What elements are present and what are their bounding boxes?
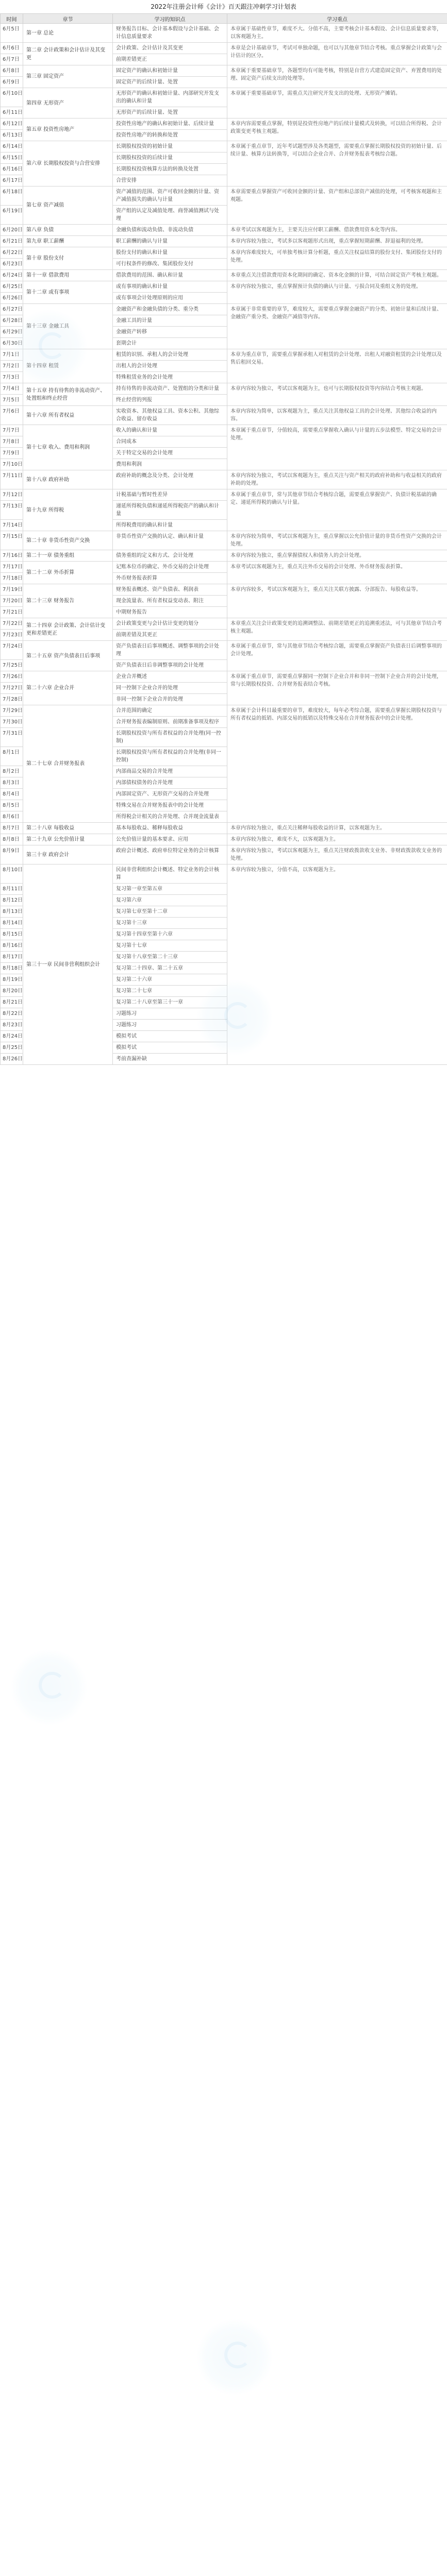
- row-date: 8月18日: [1, 963, 23, 974]
- row-knowledge-points: 计税基础与暂时性差异: [113, 489, 227, 501]
- row-date: 7月6日: [1, 406, 23, 425]
- row-chapter: 第二十二章 外币折算: [23, 562, 113, 584]
- row-knowledge-points: 长期股权投资核算方法的转换及处置: [113, 164, 227, 175]
- row-date: 7月14日: [1, 520, 23, 531]
- row-date: 8月25日: [1, 1042, 23, 1054]
- row-chapter: 第六章 长期股权投资与合营安排: [23, 141, 113, 187]
- row-study-focus: 本章是会计基础章节，考试可单独命题，也可以与其他章节结合考核。重点掌握会计政策与会计估计的区分。: [227, 43, 447, 65]
- row-date: 8月9日: [1, 845, 23, 865]
- row-study-focus: 本章属于非常重要的章节，难度较大，需要重点掌握金融资产的分类、初始计量和后续计量、金融资产重分类、金融资产减值等内容。: [227, 304, 447, 349]
- row-date: 8月20日: [1, 986, 23, 997]
- row-date: 6月19日: [1, 206, 23, 225]
- row-knowledge-points: 金融资产和金融负债的分类、重分类: [113, 304, 227, 315]
- row-knowledge-points: 复习第十八章至第二十三章: [113, 952, 227, 963]
- row-chapter: 第十三章 金融工具: [23, 304, 113, 349]
- row-date: 8月17日: [1, 952, 23, 963]
- table-row: [1, 383, 447, 395]
- row-knowledge-points: 政府补助的概念及分类、会计处理: [113, 470, 227, 489]
- row-chapter: 第四章 无形资产: [23, 88, 113, 118]
- row-study-focus: 本章属于重要基础章节，各题型均有可能考核，特别是自营方式建造固定资产、弃置费用的处理、固定资产后续支出的处理等。: [227, 65, 447, 88]
- row-study-focus: 本章需要重点掌握资产可收回金额的计量、资产组和总部资产减值的处理，可考核客观题和主观题。: [227, 187, 447, 225]
- row-knowledge-points: 金融工具的计量: [113, 315, 227, 327]
- row-knowledge-points: 合同成本: [113, 436, 227, 448]
- row-date: 6月18日: [1, 187, 23, 206]
- row-date: 7月16日: [1, 550, 23, 562]
- row-date: 8月10日: [1, 865, 23, 884]
- row-date: 8月21日: [1, 997, 23, 1008]
- row-study-focus: 本章内容需要重点掌握，特别是投资性房地产的后续计量模式及转换，可以结合所得税、会计政策变更考核主观题。: [227, 118, 447, 141]
- row-chapter: 第五章 投资性房地产: [23, 118, 113, 141]
- row-knowledge-points: 现金流量表、所有者权益变动表、附注: [113, 596, 227, 607]
- row-date: 7月19日: [1, 584, 23, 596]
- table-row: [1, 225, 447, 236]
- row-chapter: 第二十九章 公允价值计量: [23, 834, 113, 845]
- table-row: [1, 247, 447, 259]
- row-study-focus: 本章内容较为简单，考试以客观题为主，重点掌握以公允价值计量的非货币性资产交换的会计处理。: [227, 531, 447, 550]
- row-study-focus: 本章属于重点章节，常与其他章节结合考核综合题，需要重点掌握资产、负债计税基础的确定、递延所得税的确认与计量。: [227, 489, 447, 531]
- row-chapter: 第三十一章 民间非营利组织会计: [23, 865, 113, 1065]
- row-knowledge-points: 复习第十四章至第十六章: [113, 929, 227, 940]
- row-study-focus: 本章内容较为独立，考试以客观题为主，重点关注财政拨款收支业务、非财政拨款收支业务的处理。: [227, 845, 447, 865]
- row-knowledge-points: 企业合并概述: [113, 671, 227, 683]
- row-date: 8月7日: [1, 823, 23, 834]
- row-date: 6月9日: [1, 77, 23, 88]
- row-date: 7月4日: [1, 383, 23, 395]
- row-knowledge-points: 合并财务报表编制原则、前期准备事项及程序: [113, 717, 227, 728]
- row-chapter: 第十六章 所有者权益: [23, 406, 113, 425]
- row-knowledge-points: 复习第十七章: [113, 940, 227, 952]
- row-chapter: 第十二章 或有事项: [23, 281, 113, 304]
- row-knowledge-points: 职工薪酬的确认与计量: [113, 236, 227, 247]
- row-study-focus: 本章内容较为独立，分值不高，以客观题为主。: [227, 865, 447, 1065]
- table-row: [1, 470, 447, 489]
- row-date: 6月7日: [1, 54, 23, 65]
- row-date: 8月14日: [1, 918, 23, 929]
- row-knowledge-points: 复习第一章至第五章: [113, 884, 227, 895]
- row-chapter: 第三章 固定资产: [23, 65, 113, 88]
- row-study-focus: 本章属于重点章节，需要重点掌握同一控制下企业合并和非同一控制下企业合并的会计处理，常与长期股权投资、合并财务报表结合考核。: [227, 671, 447, 705]
- row-knowledge-points: 长期股权投资与所有者权益的合并处理(非同一控制): [113, 747, 227, 766]
- row-date: 8月1日: [1, 747, 23, 766]
- row-date: 7月10日: [1, 459, 23, 470]
- row-date: 7月29日: [1, 705, 23, 717]
- row-knowledge-points: 投资性房地产的确认和初始计量、后续计量: [113, 118, 227, 130]
- row-knowledge-points: 无形资产的确认和初始计量、内部研究开发支出的确认和计量: [113, 88, 227, 107]
- row-date: 6月6日: [1, 43, 23, 54]
- row-knowledge-points: 复习第七章至第十二章: [113, 906, 227, 918]
- row-study-focus: 本章重点关注会计政策变更的追溯调整法、前期差错更正的追溯重述法，可与其他章节结合考核主观题。: [227, 618, 447, 641]
- row-chapter: 第十八章 政府补助: [23, 470, 113, 489]
- row-knowledge-points: 复习第二十八章至第三十一章: [113, 997, 227, 1008]
- row-chapter: 第十九章 所得税: [23, 489, 113, 531]
- table-row: [1, 823, 447, 834]
- row-knowledge-points: 公允价值计量的基本要求、应用: [113, 834, 227, 845]
- table-row: [1, 584, 447, 596]
- row-knowledge-points: 股份支付的确认和计量: [113, 247, 227, 259]
- row-date: 7月21日: [1, 607, 23, 618]
- row-date: 6月26日: [1, 293, 23, 304]
- row-knowledge-points: 无形资产的后续计量、处置: [113, 107, 227, 118]
- row-knowledge-points: 终止经营的列报: [113, 395, 227, 406]
- row-date: 8月26日: [1, 1054, 23, 1065]
- row-knowledge-points: 所得税费用的确认和计量: [113, 520, 227, 531]
- row-knowledge-points: 习题练习: [113, 1020, 227, 1031]
- row-chapter: 第一章 总论: [23, 24, 113, 43]
- row-knowledge-points: 持有待售的非流动资产、处置组的分类和计量: [113, 383, 227, 395]
- row-knowledge-points: 合营安排: [113, 175, 227, 187]
- row-date: 6月27日: [1, 304, 23, 315]
- row-study-focus: 本章考试以客观题为主，主要关注应付职工薪酬、借款费用资本化等内容。: [227, 225, 447, 236]
- row-knowledge-points: 模拟考试: [113, 1031, 227, 1042]
- row-date: 7月30日: [1, 717, 23, 728]
- row-knowledge-points: 内部固定资产、无形资产交易的合并处理: [113, 789, 227, 800]
- row-date: 8月13日: [1, 906, 23, 918]
- row-knowledge-points: 非货币性资产交换的认定、确认和计量: [113, 531, 227, 550]
- table-row: [1, 88, 447, 107]
- row-knowledge-points: 费用和利润: [113, 459, 227, 470]
- row-chapter: 第二十四章 会计政策、会计估计变更和差错更正: [23, 618, 113, 641]
- row-date: 8月12日: [1, 895, 23, 906]
- row-study-focus: 本章属于重点章节，常与其他章节结合考核综合题，需要重点掌握资产负债表日后调整事项的会计处理。: [227, 641, 447, 671]
- table-row: [1, 304, 447, 315]
- table-row: [1, 187, 447, 206]
- table-row: [1, 618, 447, 630]
- row-date: 6月13日: [1, 130, 23, 141]
- study-plan-table: [0, 13, 447, 1065]
- row-knowledge-points: 复习第二十七章: [113, 986, 227, 997]
- row-chapter: 第二十一章 债务重组: [23, 550, 113, 562]
- row-knowledge-points: 政府会计概述、政府单位特定业务的会计核算: [113, 845, 227, 865]
- table-row: [1, 43, 447, 54]
- row-study-focus: 本章内容较为独立，重点掌握预计负债的确认与计量、亏损合同及重组义务的处理。: [227, 281, 447, 304]
- row-date: 6月25日: [1, 281, 23, 293]
- row-date: 7月8日: [1, 436, 23, 448]
- table-row: [1, 531, 447, 550]
- row-knowledge-points: 金融负债和流动负债、非流动负债: [113, 225, 227, 236]
- row-knowledge-points: 所得税会计相关的合并处理、合并现金流量表: [113, 811, 227, 823]
- row-date: 7月9日: [1, 448, 23, 459]
- row-chapter: 第二十六章 企业合并: [23, 671, 113, 705]
- row-chapter: 第二十章 非货币性资产交换: [23, 531, 113, 550]
- row-chapter: 第十七章 收入、费用和利润: [23, 425, 113, 470]
- row-study-focus: 本章内容较为独立，重点关注稀释每股收益的计算，以客观题为主。: [227, 823, 447, 834]
- row-date: 7月5日: [1, 395, 23, 406]
- table-row: [1, 406, 447, 425]
- row-knowledge-points: 同一控制下企业合并的处理: [113, 683, 227, 694]
- header-knowledge-points: 学习的知识点: [113, 14, 227, 24]
- row-knowledge-points: 长期股权投资的后续计量: [113, 152, 227, 164]
- row-date: 7月7日: [1, 425, 23, 436]
- row-study-focus: 本章考试以客观题为主，重点关注外币交易的会计处理、外币财务报表折算。: [227, 562, 447, 584]
- row-date: 7月20日: [1, 596, 23, 607]
- row-knowledge-points: 债务重组的定义和方式、会计处理: [113, 550, 227, 562]
- row-date: 7月26日: [1, 671, 23, 683]
- header-chapter: 章节: [23, 14, 113, 24]
- table-row: [1, 641, 447, 660]
- table-row: [1, 118, 447, 130]
- row-knowledge-points: 复习第六章: [113, 895, 227, 906]
- table-header-row: [1, 14, 447, 24]
- row-chapter: 第十章 股份支付: [23, 247, 113, 270]
- table-body: [1, 24, 447, 1065]
- row-knowledge-points: 财务报表概述、资产负债表、利润表: [113, 584, 227, 596]
- row-knowledge-points: 财务报告目标、会计基本假设与会计基础、会计信息质量要求: [113, 24, 227, 43]
- row-chapter: 第二章 会计政策和会计估计及其变更: [23, 43, 113, 65]
- row-date: 8月8日: [1, 834, 23, 845]
- row-date: 8月24日: [1, 1031, 23, 1042]
- row-date: 8月6日: [1, 811, 23, 823]
- row-date: 7月2日: [1, 361, 23, 372]
- row-knowledge-points: 递延所得税负债和递延所得税资产的确认和计量: [113, 501, 227, 520]
- row-date: 7月18日: [1, 573, 23, 584]
- row-date: 6月24日: [1, 270, 23, 281]
- row-date: 6月30日: [1, 338, 23, 349]
- header-study-focus: 学习重点: [227, 14, 447, 24]
- row-chapter: 第二十七章 合并财务报表: [23, 705, 113, 823]
- row-date: 8月11日: [1, 884, 23, 895]
- study-plan-page: [0, 0, 447, 1065]
- row-knowledge-points: 长期股权投资与所有者权益的合并处理(同一控制): [113, 728, 227, 747]
- row-date: 6月16日: [1, 164, 23, 175]
- table-row: [1, 141, 447, 152]
- row-knowledge-points: 复习第二十四章、第二十五章: [113, 963, 227, 974]
- header-date: 时间: [1, 14, 23, 24]
- table-row: [1, 281, 447, 293]
- row-knowledge-points: 长期股权投资的初始计量: [113, 141, 227, 152]
- row-date: 7月15日: [1, 531, 23, 550]
- row-date: 7月23日: [1, 630, 23, 641]
- row-knowledge-points: 基本每股收益、稀释每股收益: [113, 823, 227, 834]
- row-date: 7月24日: [1, 641, 23, 660]
- row-date: 8月4日: [1, 789, 23, 800]
- row-knowledge-points: 收入的确认和计量: [113, 425, 227, 436]
- row-date: 8月19日: [1, 974, 23, 986]
- row-knowledge-points: 内部债权债务的合并处理: [113, 777, 227, 789]
- row-knowledge-points: 特殊交易在合并财务报表中的会计处理: [113, 800, 227, 811]
- row-date: 6月23日: [1, 259, 23, 270]
- table-row: [1, 562, 447, 573]
- row-knowledge-points: 投资性房地产的转换和处置: [113, 130, 227, 141]
- row-knowledge-points: 或有事项会计处理原则的应用: [113, 293, 227, 304]
- row-chapter: 第十一章 借款费用: [23, 270, 113, 281]
- row-date: 7月31日: [1, 728, 23, 747]
- table-row: [1, 425, 447, 436]
- row-chapter: 第二十五章 资产负债表日后事项: [23, 641, 113, 671]
- row-knowledge-points: 习题练习: [113, 1008, 227, 1020]
- row-knowledge-points: 实收资本、其他权益工具、资本公积、其他综合收益、留存收益: [113, 406, 227, 425]
- row-date: 6月22日: [1, 247, 23, 259]
- row-chapter: 第十五章 持有待售的非流动资产、处置组和终止经营: [23, 383, 113, 406]
- row-knowledge-points: 非同一控制下企业合并的处理: [113, 694, 227, 705]
- row-date: 8月5日: [1, 800, 23, 811]
- row-chapter: 第九章 职工薪酬: [23, 236, 113, 247]
- table-row: [1, 671, 447, 683]
- row-knowledge-points: 合并范围的确定: [113, 705, 227, 717]
- row-chapter: 第七章 资产减值: [23, 187, 113, 225]
- table-row: [1, 705, 447, 717]
- row-study-focus: 本章内容较多，考试以客观题为主，重点关注关联方披露、分部报告、每股收益等。: [227, 584, 447, 618]
- row-knowledge-points: 记账本位币的确定、外币交易的会计处理: [113, 562, 227, 573]
- row-knowledge-points: 内部商品交易的合并处理: [113, 766, 227, 777]
- row-study-focus: 本章内容较为独立，重点掌握债权人和债务人的会计处理。: [227, 550, 447, 562]
- row-date: 7月3日: [1, 372, 23, 383]
- watermark-logo-icon: [196, 2318, 273, 2396]
- row-study-focus: 本章属于基础性章节，难度不大。分值不高，主要考核会计基本假设、会计信息质量要求等，以客观题为主。: [227, 24, 447, 43]
- row-date: 7月22日: [1, 618, 23, 630]
- row-knowledge-points: 考前查漏补缺: [113, 1054, 227, 1065]
- table-row: [1, 24, 447, 43]
- row-knowledge-points: 复习第二十六章: [113, 974, 227, 986]
- row-date: 7月12日: [1, 489, 23, 501]
- row-date: 8月16日: [1, 940, 23, 952]
- row-knowledge-points: 前期差错及其更正: [113, 630, 227, 641]
- row-date: 7月25日: [1, 660, 23, 671]
- row-date: 7月17日: [1, 562, 23, 573]
- row-date: 6月17日: [1, 175, 23, 187]
- row-study-focus: 本章内容较为独立，难度不大，以客观题为主。: [227, 834, 447, 845]
- row-study-focus: 本章为重点章节，需要重点掌握承租人对租赁的会计处理、出租人对融资租赁的会计处理以及售后租回交易。: [227, 349, 447, 383]
- row-knowledge-points: 金融资产转移: [113, 327, 227, 338]
- table-row: [1, 489, 447, 501]
- page-title: 2022年注册会计师《会计》百天跟注冲刺学习计划表: [0, 0, 447, 13]
- table-row: [1, 349, 447, 361]
- row-knowledge-points: 中期财务报告: [113, 607, 227, 618]
- row-date: 6月21日: [1, 236, 23, 247]
- row-knowledge-points: 或有事项的确认和计量: [113, 281, 227, 293]
- row-date: 6月12日: [1, 118, 23, 130]
- row-knowledge-points: 特殊租赁业务的会计处理: [113, 372, 227, 383]
- row-study-focus: 本章重点关注借款费用资本化期间的确定、资本化金额的计算，可结合固定资产考核主观题。: [227, 270, 447, 281]
- row-knowledge-points: 可行权条件的修改、集团股份支付: [113, 259, 227, 270]
- row-study-focus: 本章内容较为独立，考试以客观题为主，重点关注与资产相关的政府补助和与收益相关的政府补助的处理。: [227, 470, 447, 489]
- row-date: 6月14日: [1, 141, 23, 152]
- row-date: 8月2日: [1, 766, 23, 777]
- row-knowledge-points: 民间非营利组织会计概述、特定业务的会计核算: [113, 865, 227, 884]
- row-study-focus: 本章内容较为独立，考试多以客观题形式出现，重点掌握短期薪酬、辞退福利的处理。: [227, 236, 447, 247]
- row-date: 6月8日: [1, 65, 23, 77]
- row-knowledge-points: 复习第十三章: [113, 918, 227, 929]
- table-row: [1, 834, 447, 845]
- row-date: 8月15日: [1, 929, 23, 940]
- row-date: 8月3日: [1, 777, 23, 789]
- row-study-focus: 本章内容较为简单，以客观题为主，重点关注其他权益工具的会计处理、其他综合收益的内容。: [227, 406, 447, 425]
- row-knowledge-points: 资产组的认定及减值处理、商誉减值测试与处理: [113, 206, 227, 225]
- row-knowledge-points: 资产减值的范围、资产可收回金额的计量、资产减值损失的确认与计量: [113, 187, 227, 206]
- row-date: 6月10日: [1, 88, 23, 107]
- row-knowledge-points: 套期会计: [113, 338, 227, 349]
- table-row: [1, 236, 447, 247]
- row-study-focus: 本章内容较为独立，考试以客观题为主，也可与长期股权投资等内容结合考核主观题。: [227, 383, 447, 406]
- watermark-logo-icon: [10, 1649, 88, 1726]
- row-chapter: 第二十三章 财务报告: [23, 584, 113, 618]
- table-row: [1, 65, 447, 77]
- row-knowledge-points: 固定资产的后续计量、处置: [113, 77, 227, 88]
- row-date: 6月29日: [1, 327, 23, 338]
- table-row: [1, 845, 447, 865]
- row-knowledge-points: 模拟考试: [113, 1042, 227, 1054]
- row-study-focus: 本章属于重点章节，近年考试题型涉及各类题型，需要重点掌握长期股权投资的初始计量、后续计量、核算方法转换等，可以结合企业合并、合并财务报表考核综合题。: [227, 141, 447, 187]
- row-chapter: 第二十八章 每股收益: [23, 823, 113, 834]
- row-date: 6月5日: [1, 24, 23, 43]
- row-date: 6月11日: [1, 107, 23, 118]
- row-knowledge-points: 会计政策变更与会计估计变更的划分: [113, 618, 227, 630]
- row-study-focus: 本章属于重要基础章节，需重点关注研究开发支出的处理、无形资产摊销。: [227, 88, 447, 118]
- row-knowledge-points: 租赁的识别、承租人的会计处理: [113, 349, 227, 361]
- table-row: [1, 550, 447, 562]
- row-knowledge-points: 资产负债表日后非调整事项的会计处理: [113, 660, 227, 671]
- row-study-focus: 本章属于重点章节，分值较高，需要重点掌握收入确认与计量的五步法模型、特定交易的会计处理。: [227, 425, 447, 470]
- row-chapter: 第八章 负债: [23, 225, 113, 236]
- table-row: [1, 865, 447, 884]
- table-row: [1, 270, 447, 281]
- row-date: 7月27日: [1, 683, 23, 694]
- row-date: 7月1日: [1, 349, 23, 361]
- row-date: 6月20日: [1, 225, 23, 236]
- row-knowledge-points: 会计政策、会计估计及其变更: [113, 43, 227, 54]
- row-knowledge-points: 关于特定交易的会计处理: [113, 448, 227, 459]
- row-study-focus: 本章属于会计科目最重要的章节，难度较大，每年必考综合题，需要重点掌握长期股权投资与所有者权益的抵销、内部交易的抵销以及特殊交易在合并财务报表中的会计处理。: [227, 705, 447, 823]
- row-knowledge-points: 前期差错更正: [113, 54, 227, 65]
- row-date: 8月22日: [1, 1008, 23, 1020]
- row-knowledge-points: 出租人的会计处理: [113, 361, 227, 372]
- row-chapter: 第三十章 政府会计: [23, 845, 113, 865]
- row-date: 6月15日: [1, 152, 23, 164]
- row-date: 7月11日: [1, 470, 23, 489]
- row-date: 7月28日: [1, 694, 23, 705]
- row-chapter: 第十四章 租赁: [23, 349, 113, 383]
- row-date: 6月28日: [1, 315, 23, 327]
- row-knowledge-points: 外币财务报表折算: [113, 573, 227, 584]
- row-date: 8月23日: [1, 1020, 23, 1031]
- row-date: 7月13日: [1, 501, 23, 520]
- row-knowledge-points: 借款费用的范围、确认和计量: [113, 270, 227, 281]
- row-knowledge-points: 资产负债表日后事项概述、调整事项的会计处理: [113, 641, 227, 660]
- row-knowledge-points: 固定资产的确认和初始计量: [113, 65, 227, 77]
- row-study-focus: 本章内容难度较大，可单独考核计算分析题，重点关注权益结算的股份支付、集团股份支付的处理。: [227, 247, 447, 270]
